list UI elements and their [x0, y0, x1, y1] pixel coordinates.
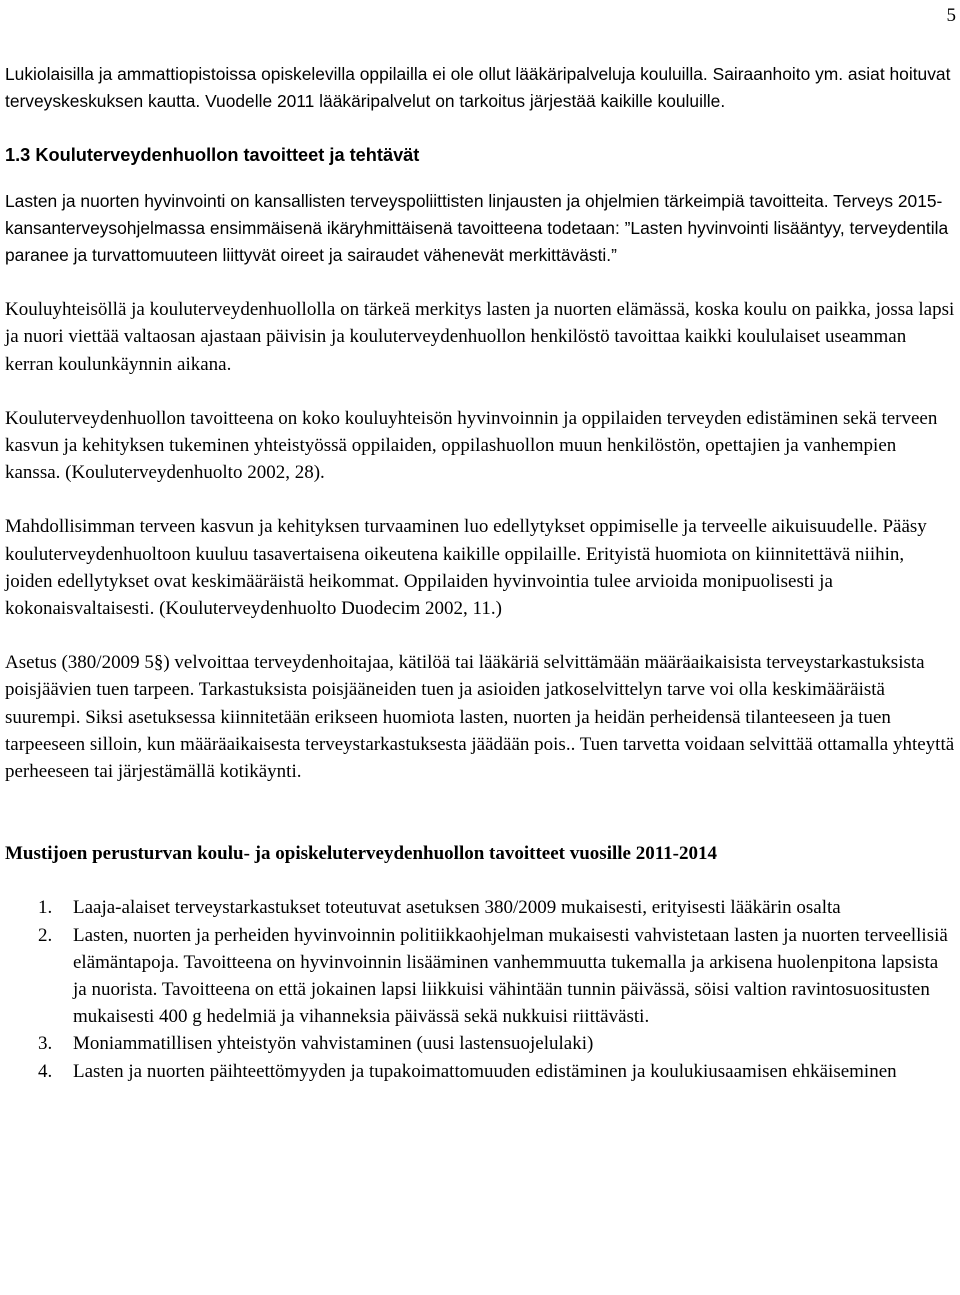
goal-item [5, 894, 955, 921]
section-paragraph: Lasten ja nuorten hyvinvointi on kansallisten terveyspoliittisten linjausten ja ohjelmien tärkeimpiä tavoitteita. Terveys 2015-kansanterveysohjelmassa ensimmäisenä ikäryhmittäisenä tavoitteena todetaan: ”Lasten hyvinvointi lisääntyy, terveydentila paranee ja turvattomuuteen liittyvät oireet ja sairaudet vähenevät merkittävästi.” [5, 190, 949, 266]
goal-text: Lasten ja nuorten päihteettömyyden ja tupakoimattomuuden edistäminen ja koulukiusaamisen ehkäiseminen [73, 1060, 897, 1082]
body-paragraph: Kouluterveydenhuollon tavoitteena on koko kouluyhteisön hyvinvoinnin ja oppilaiden terveyden edistäminen sekä terveen kasvun ja kehityksen tukeminen yhteistyössä oppilaiden, oppilashuollon muun henkilöstön, opettajien ja vanhempien kanssa. (Kouluterveydenhuolto 2002, 28). [5, 407, 938, 484]
goal-item [5, 1058, 955, 1085]
intro-paragraph: Lukiolaisilla ja ammattiopistoissa opiskelevilla oppilailla ei ole ollut lääkäripalveluja kouluilla. Sairaanhoito ym. asiat hoituvat terveyskeskuksen kautta. Vuodelle 2011 lääkäripalvelut on tarkoitus järjestää kaikille kouluille. [5, 64, 951, 112]
goal-item [5, 1030, 955, 1057]
goal-text: Lasten, nuorten ja perheiden hyvinvoinnin politiikkaohjelman mukaisesti vahvistetaan lasten ja nuorten terveellisiä elämäntapoja. Tavoitteena on hyvinvoinnin lisääminen vanhemmuutta tukemalla ja arkisena huolenpitona lapsista ja nuorista. Tavoitteena on että jokainen lapsi liikkuisi vähintään tunnin päivässä, söisi valtion ravintosuositusten mukaisesti 400 g hedelmiä ja vihanneksia päivässä sekä nukkuisi riittävästi. [73, 924, 948, 1028]
goal-item [5, 922, 955, 1031]
page-number: 5 [946, 5, 956, 26]
document-body [5, 61, 955, 1085]
goal-number: 1. [38, 897, 53, 919]
goal-number: 4. [38, 1060, 53, 1082]
body-paragraph: Asetus (380/2009 5§) velvoittaa terveydenhoitajaa, kätilöä tai lääkäriä selvittämään määräaikaisista terveystarkastuksista poisjäävien tuen tarpeen. Tarkastuksista poisjääneiden tuen ja asioiden jatkoselvittelyn tarve voi olla keskimääräistä suurempi. Siksi asetuksessa kiinnitetään erikseen huomiota lasten, nuorten ja heidän perheidensä tilanteeseen ja tuen tarpeeseen silloin, kun määräaikaisesta terveystarkastuksesta jäädään pois.. Tuen tarvetta voidaan selvittää ottamalla yhteyttä perheeseen tai järjestämällä kotikäynti. [5, 652, 955, 783]
goal-text: Laaja-alaiset terveystarkastukset toteutuvat asetuksen 380/2009 mukaisesti, erityisesti lääkärin osalta [73, 897, 841, 919]
goal-number: 3. [38, 1033, 53, 1055]
body-paragraph: Mahdollisimman terveen kasvun ja kehityksen turvaaminen luo edellytykset oppimiselle ja terveelle aikuisuudelle. Pääsy kouluterveydenhuoltoon kuuluu tasavertaisena oikeutena kaikille oppilaille. Erityistä huomiota on kiinnitettävä niihin, joiden edellytykset ovat keskimääräistä heikommat. Oppilaiden hyvinvointia tulee arvioida monipuolisesti ja kokonaisvaltaisesti. (Kouluterveydenhuolto Duodecim 2002, 11.) [5, 516, 927, 620]
section-heading: 1.3 Kouluterveydenhuollon tavoitteet ja tehtävät [5, 145, 420, 166]
goal-number: 2. [38, 924, 53, 946]
goal-text: Moniammatillisen yhteistyön vahvistaminen (uusi lastensuojelulaki) [73, 1033, 594, 1055]
goals-heading: Mustijoen perusturvan koulu- ja opiskeluterveydenhuollon tavoitteet vuosille 2011-2014 [5, 843, 717, 865]
goals-list [5, 894, 955, 1084]
body-paragraph: Kouluyhteisöllä ja kouluterveydenhuollolla on tärkeä merkitys lasten ja nuorten elämässä, koska koulu on paikka, jossa lapsi ja nuori viettää valtaosan ajastaan päivisin ja kouluterveydenhuollon henkilöstö tavoittaa kaikki koululaiset useamman kerran koulunkäynnin aikana. [5, 299, 955, 375]
